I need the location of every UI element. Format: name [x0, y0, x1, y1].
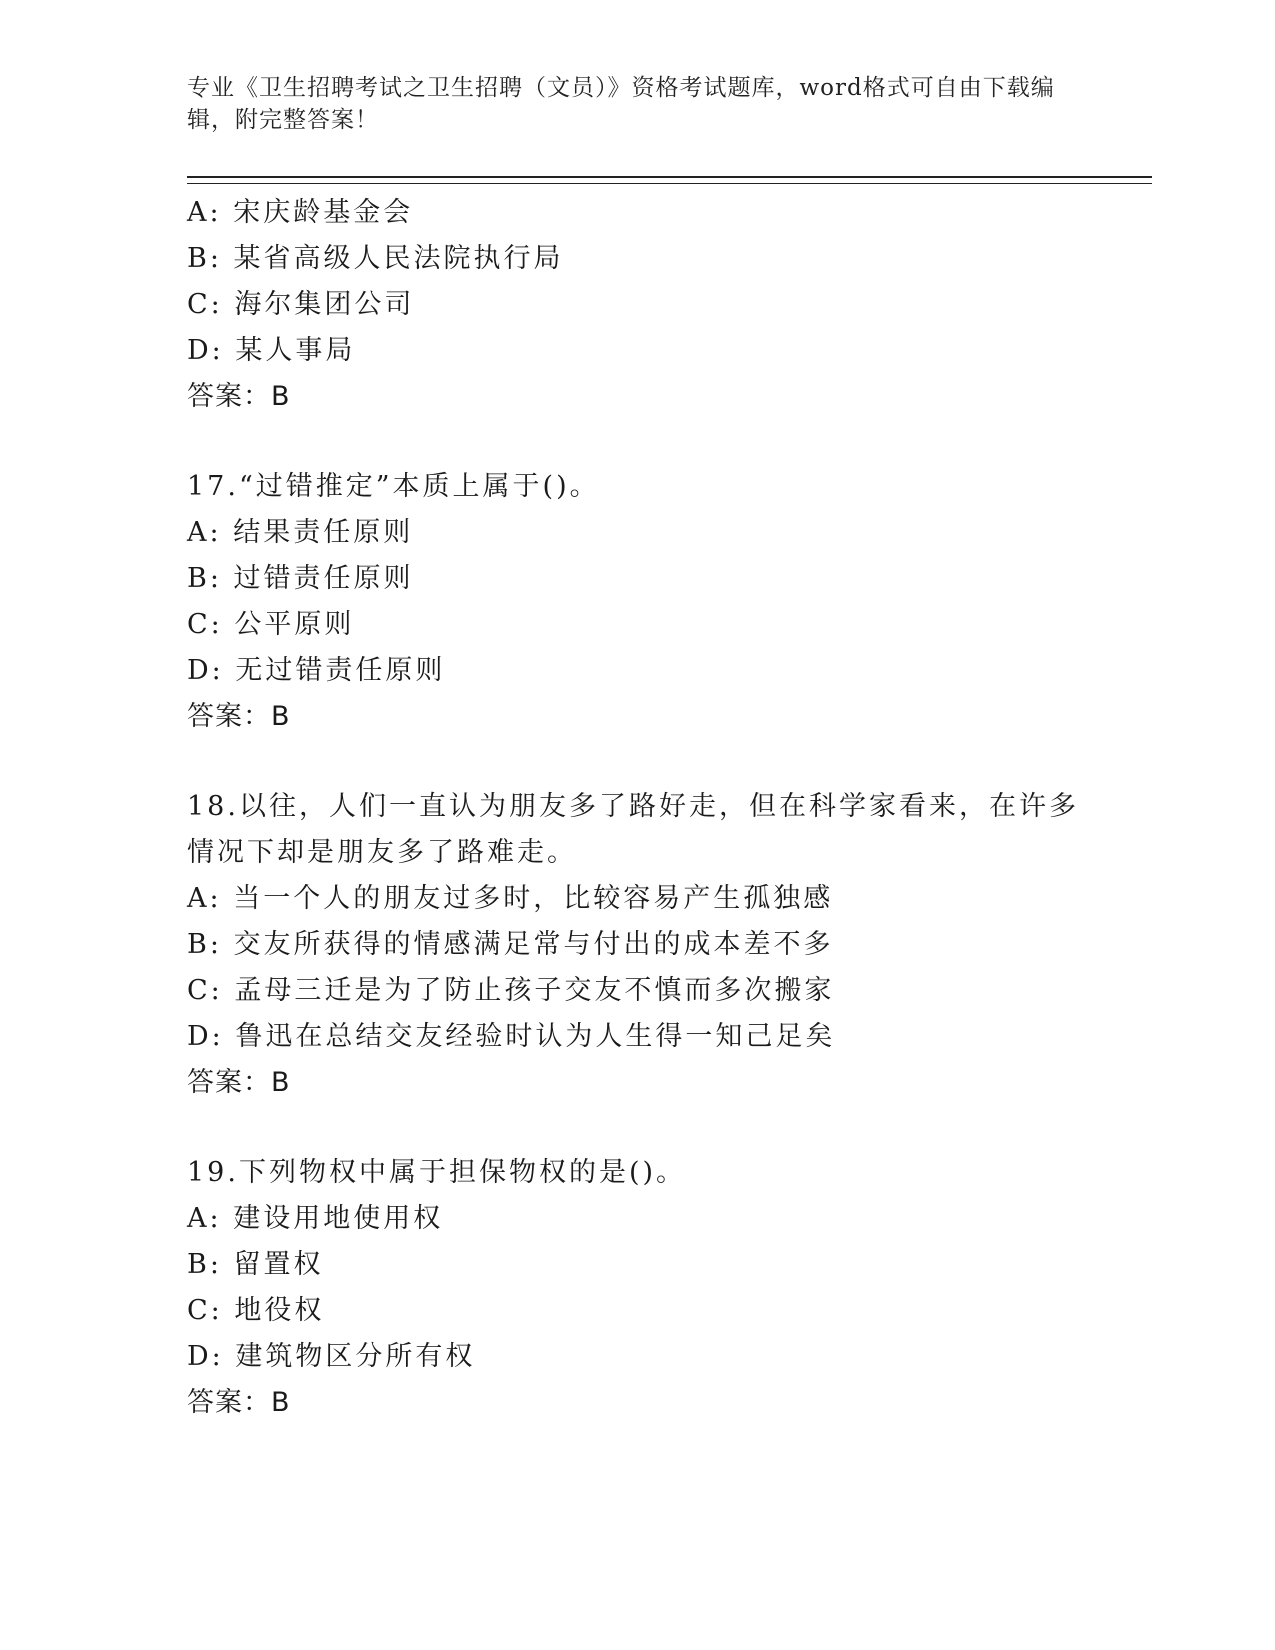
option-text: 地役权 [234, 1295, 325, 1326]
question-list [187, 190, 1087, 1426]
option-d [187, 648, 1087, 694]
option-label: D: [187, 1341, 224, 1372]
option-text: 海尔集团公司 [234, 289, 415, 320]
header-rule-thin [187, 183, 1152, 184]
option-b [187, 922, 1087, 968]
option-text: 建筑物区分所有权 [235, 1341, 476, 1372]
option-text: 建设用地使用权 [233, 1203, 444, 1234]
option-label: D: [187, 655, 224, 686]
option-text: 孟母三迁是为了防止孩子交友不慎而多次搬家 [234, 975, 835, 1006]
document-header: 专业《卫生招聘考试之卫生招聘（文员）》资格考试题库，word格式可自由下载编辑，附完整答案！ [187, 75, 1055, 133]
option-a [187, 1196, 1087, 1242]
option-c [187, 602, 1087, 648]
option-label: A: [187, 883, 222, 914]
header-rule-thick [187, 176, 1152, 178]
option-text: 留置权 [233, 1249, 324, 1280]
option-text: 交友所获得的情感满足常与付出的成本差不多 [233, 929, 834, 960]
option-c [187, 282, 1087, 328]
answer-line: 答案：B [187, 701, 291, 732]
question-block-19 [187, 1150, 1087, 1426]
option-label: D: [187, 1021, 224, 1052]
option-label: D: [187, 335, 224, 366]
option-label: C: [187, 609, 223, 640]
option-label: A: [187, 197, 222, 228]
option-c [187, 1288, 1087, 1334]
answer-line: 答案：B [187, 1067, 291, 1098]
question-stem: 18.以往，人们一直认为朋友多了路好走，但在科学家看来，在许多情况下却是朋友多了路难走。 [187, 791, 1079, 868]
option-label: C: [187, 975, 223, 1006]
option-label: C: [187, 1295, 223, 1326]
option-a [187, 876, 1087, 922]
option-b [187, 556, 1087, 602]
question-block-18 [187, 784, 1087, 1106]
question-block-17 [187, 464, 1087, 740]
option-c [187, 968, 1087, 1014]
option-b [187, 1242, 1087, 1288]
option-label: B: [187, 563, 222, 594]
option-d [187, 328, 1087, 374]
option-text: 结果责任原则 [233, 517, 414, 548]
question-stem: 19.下列物权中属于担保物权的是()。 [187, 1157, 687, 1188]
option-label: B: [187, 929, 222, 960]
option-text: 某省高级人民法院执行局 [233, 243, 564, 274]
option-text: 公平原则 [234, 609, 355, 640]
question-stem: 17.“过错推定”本质上属于()。 [187, 471, 600, 502]
option-text: 某人事局 [235, 335, 356, 366]
option-text: 鲁迅在总结交友经验时认为人生得一知己足矣 [235, 1021, 836, 1052]
option-b [187, 236, 1087, 282]
question-block-16 [187, 190, 1087, 420]
option-label: B: [187, 1249, 222, 1280]
option-text: 当一个人的朋友过多时，比较容易产生孤独感 [233, 883, 834, 914]
option-text: 无过错责任原则 [235, 655, 446, 686]
option-label: A: [187, 1203, 222, 1234]
option-label: C: [187, 289, 223, 320]
option-d [187, 1014, 1087, 1060]
answer-line: 答案：B [187, 1387, 291, 1418]
option-label: A: [187, 517, 222, 548]
option-text: 宋庆龄基金会 [233, 197, 414, 228]
option-a [187, 510, 1087, 556]
option-text: 过错责任原则 [233, 563, 414, 594]
option-d [187, 1334, 1087, 1380]
option-a [187, 190, 1087, 236]
answer-line: 答案：B [187, 381, 291, 412]
option-label: B: [187, 243, 222, 274]
